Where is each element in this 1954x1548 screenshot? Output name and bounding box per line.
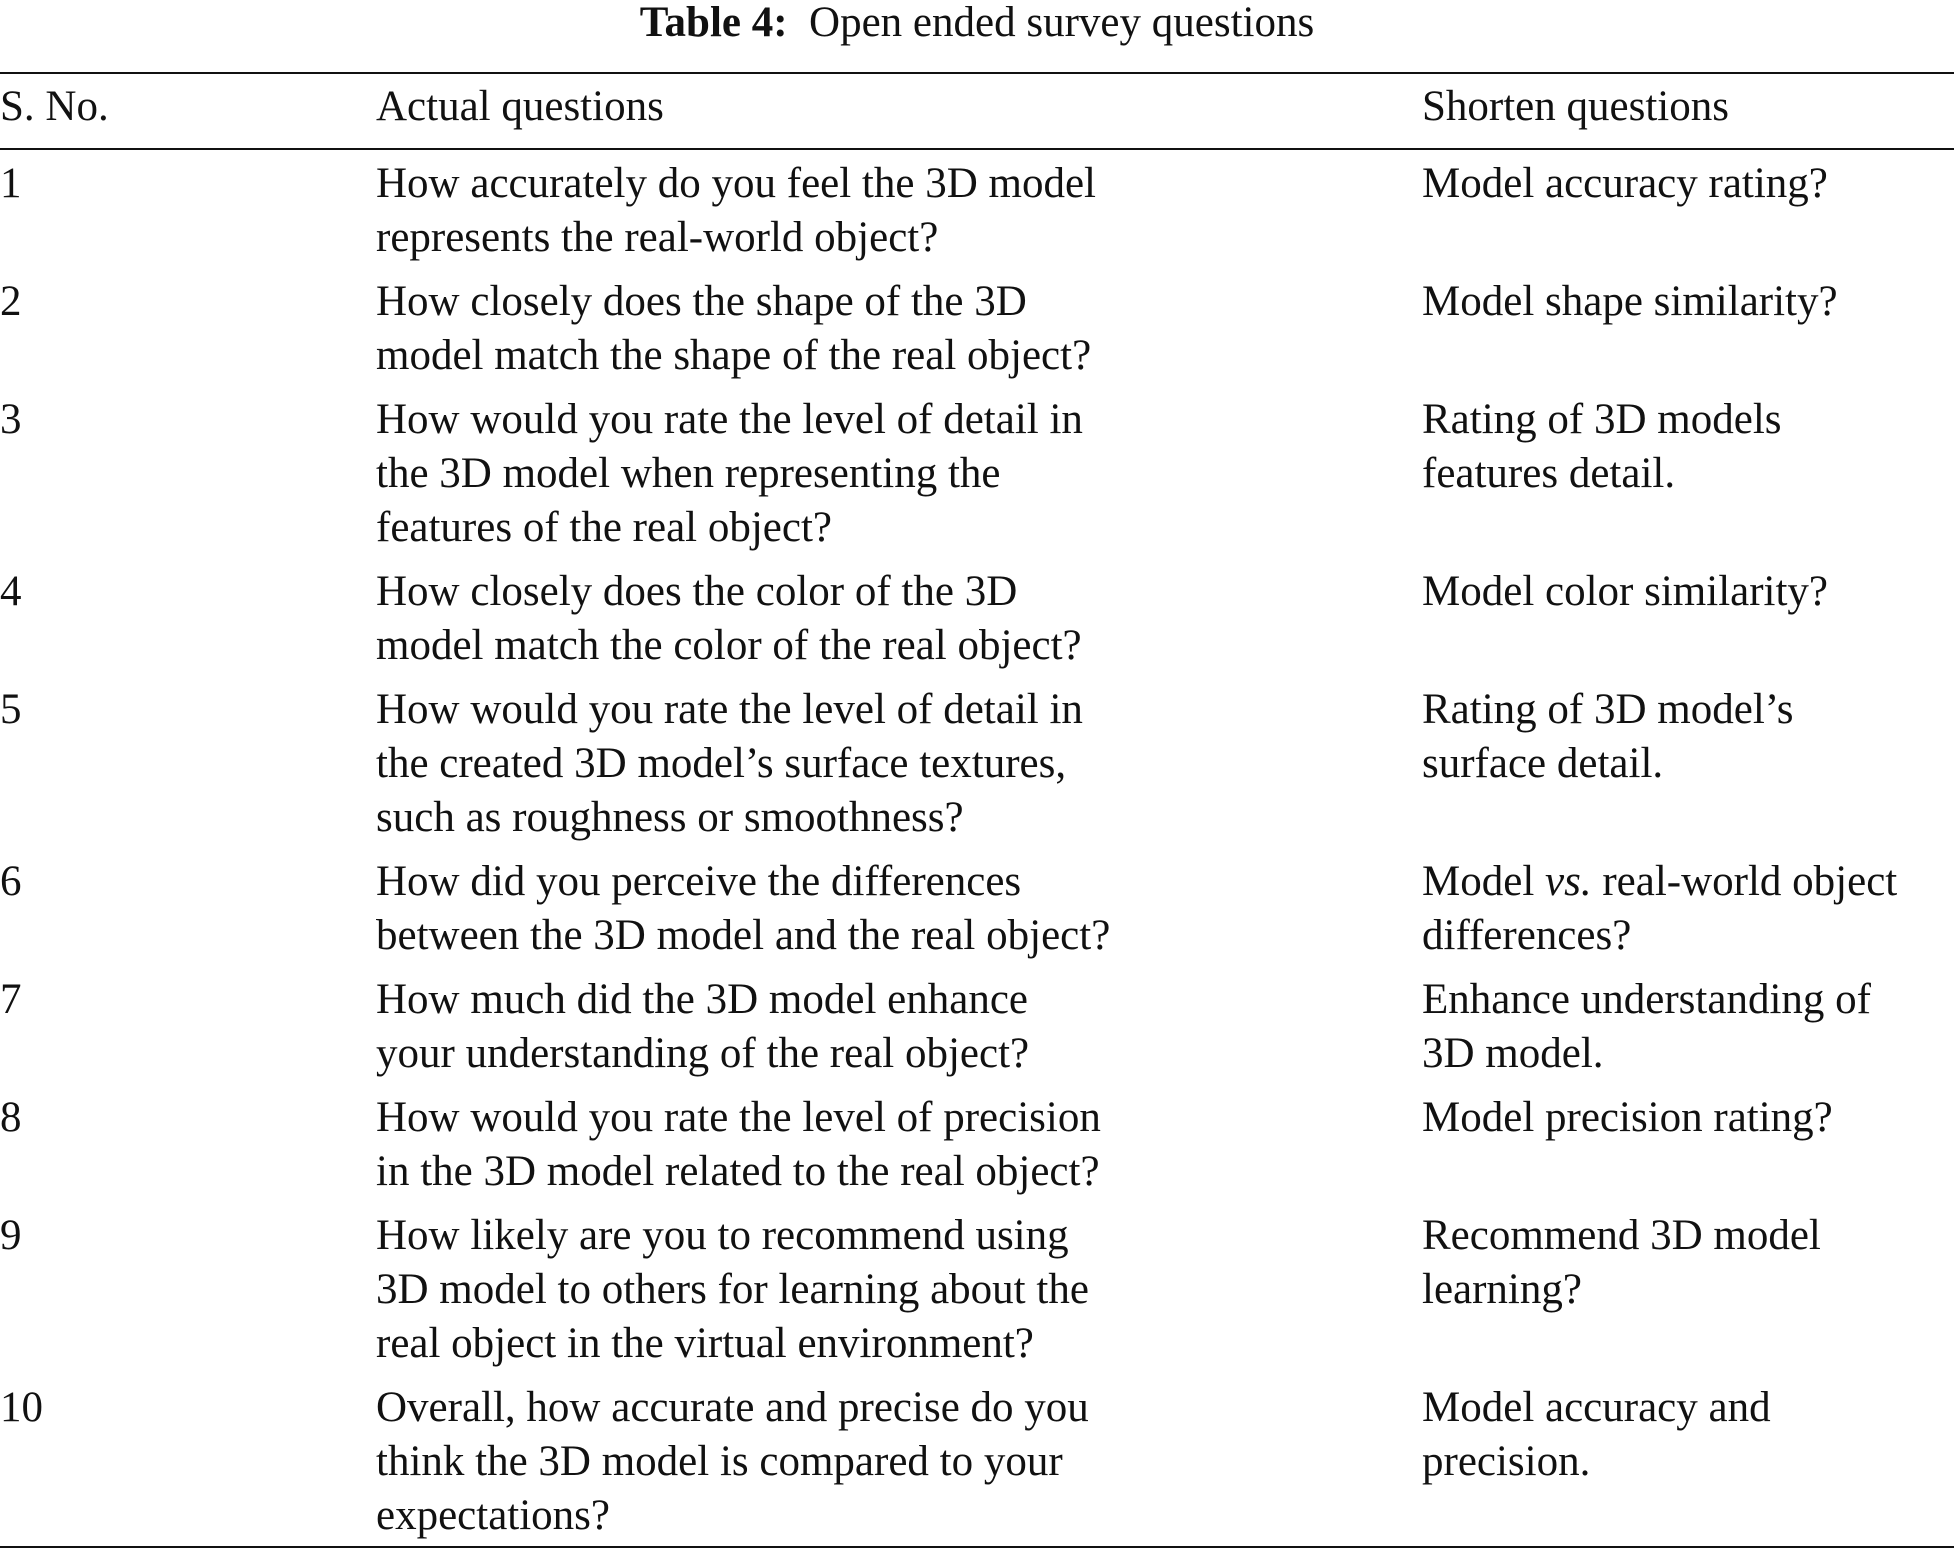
text-line: real object in the virtual environment? bbox=[376, 1320, 1034, 1367]
table-row bbox=[0, 966, 1954, 1084]
text-line: such as roughness or smoothness? bbox=[376, 794, 964, 841]
text-line: How would you rate the level of detail in bbox=[376, 686, 1083, 733]
text-line: 3D model to others for learning about the bbox=[376, 1266, 1089, 1313]
column-header-actual-questions: Actual questions bbox=[376, 83, 664, 130]
text-fragment: real-world object bbox=[1591, 858, 1898, 905]
table-row bbox=[0, 1084, 1954, 1202]
text-line: Overall, how accurate and precise do you bbox=[376, 1384, 1089, 1431]
serial-number-cell: 1 bbox=[0, 160, 22, 207]
table-body bbox=[0, 149, 1954, 1547]
text-line: model match the shape of the real object? bbox=[376, 332, 1092, 379]
table-row bbox=[0, 848, 1954, 966]
text-line: precision. bbox=[1422, 1438, 1591, 1485]
text-line: think the 3D model is compared to your bbox=[376, 1438, 1063, 1485]
shorten-question-cell bbox=[1422, 268, 1954, 386]
text-line: represents the real-world object? bbox=[376, 214, 939, 261]
shorten-question-cell bbox=[1422, 386, 1954, 558]
text-line: How would you rate the level of detail in bbox=[376, 396, 1083, 443]
shorten-question-cell bbox=[1422, 1374, 1954, 1547]
text-line: expectations? bbox=[376, 1492, 611, 1539]
column-header-shorten-questions: Shorten questions bbox=[1422, 83, 1729, 130]
text-line: How closely does the shape of the 3D bbox=[376, 278, 1027, 325]
column-header-serial-number: S. No. bbox=[0, 83, 109, 130]
table-header bbox=[0, 73, 1954, 149]
shorten-question-cell bbox=[1422, 1084, 1954, 1202]
text-line: How would you rate the level of precision bbox=[376, 1094, 1101, 1141]
text-line: How much did the 3D model enhance bbox=[376, 976, 1028, 1023]
serial-number-cell: 10 bbox=[0, 1384, 43, 1431]
actual-question-cell bbox=[376, 676, 1422, 848]
serial-number-cell: 6 bbox=[0, 858, 22, 905]
text-line: Rating of 3D models bbox=[1422, 396, 1782, 443]
serial-number-cell: 7 bbox=[0, 976, 22, 1023]
table-row bbox=[0, 558, 1954, 676]
text-line: Model precision rating? bbox=[1422, 1094, 1833, 1141]
text-line: the 3D model when representing the bbox=[376, 450, 1001, 497]
serial-number-cell: 4 bbox=[0, 568, 22, 615]
table-caption-text: Open ended survey questions bbox=[809, 0, 1315, 46]
text-line: between the 3D model and the real object? bbox=[376, 912, 1111, 959]
actual-question-cell bbox=[376, 386, 1422, 558]
text-line: in the 3D model related to the real object? bbox=[376, 1148, 1100, 1195]
text-line: How accurately do you feel the 3D model bbox=[376, 160, 1096, 207]
serial-number-cell: 9 bbox=[0, 1212, 22, 1259]
text-line: your understanding of the real object? bbox=[376, 1030, 1030, 1077]
serial-number-cell: 3 bbox=[0, 396, 22, 443]
actual-question-cell bbox=[376, 966, 1422, 1084]
table-row bbox=[0, 386, 1954, 558]
shorten-question-cell bbox=[1422, 848, 1954, 966]
text-line: Enhance understanding of bbox=[1422, 976, 1871, 1023]
table-row bbox=[0, 149, 1954, 268]
text-line: Model accuracy rating? bbox=[1422, 160, 1828, 207]
shorten-question-cell bbox=[1422, 558, 1954, 676]
actual-question-cell bbox=[376, 149, 1422, 268]
text-line: How closely does the color of the 3D bbox=[376, 568, 1018, 615]
shorten-question-cell bbox=[1422, 149, 1954, 268]
text-line: features of the real object? bbox=[376, 504, 833, 551]
text-line: 3D model. bbox=[1422, 1030, 1604, 1077]
table-caption-label: Table 4: bbox=[639, 0, 788, 46]
table-row bbox=[0, 268, 1954, 386]
italic-vs: vs. bbox=[1545, 858, 1592, 905]
serial-number-cell: 2 bbox=[0, 278, 22, 325]
actual-question-cell bbox=[376, 1374, 1422, 1547]
survey-questions-table bbox=[0, 72, 1954, 1548]
text-line: Model color similarity? bbox=[1422, 568, 1829, 615]
text-line: Model shape similarity? bbox=[1422, 278, 1838, 325]
text-line: How did you perceive the differences bbox=[376, 858, 1022, 905]
text-line bbox=[1422, 855, 1954, 909]
serial-number-cell: 8 bbox=[0, 1094, 22, 1141]
shorten-question-cell bbox=[1422, 676, 1954, 848]
shorten-question-cell bbox=[1422, 1202, 1954, 1374]
actual-question-cell bbox=[376, 848, 1422, 966]
table-header-row bbox=[0, 73, 1954, 149]
text-line: features detail. bbox=[1422, 450, 1676, 497]
text-line: Model accuracy and bbox=[1422, 1384, 1771, 1431]
table-row bbox=[0, 1374, 1954, 1547]
text-line: Rating of 3D model’s bbox=[1422, 686, 1794, 733]
text-fragment: Model bbox=[1422, 858, 1546, 905]
serial-number-cell: 5 bbox=[0, 686, 22, 733]
text-line: How likely are you to recommend using bbox=[376, 1212, 1069, 1259]
shorten-question-cell bbox=[1422, 966, 1954, 1084]
text-line: model match the color of the real object? bbox=[376, 622, 1082, 669]
text-line: surface detail. bbox=[1422, 740, 1664, 787]
actual-question-cell bbox=[376, 558, 1422, 676]
text-line: Recommend 3D model bbox=[1422, 1212, 1821, 1259]
text-line: differences? bbox=[1422, 912, 1632, 959]
text-line: learning? bbox=[1422, 1266, 1582, 1313]
table-row bbox=[0, 676, 1954, 848]
text-line: the created 3D model’s surface textures, bbox=[376, 740, 1067, 787]
actual-question-cell bbox=[376, 1202, 1422, 1374]
table-caption bbox=[0, 0, 1954, 50]
actual-question-cell bbox=[376, 268, 1422, 386]
actual-question-cell bbox=[376, 1084, 1422, 1202]
table-row bbox=[0, 1202, 1954, 1374]
